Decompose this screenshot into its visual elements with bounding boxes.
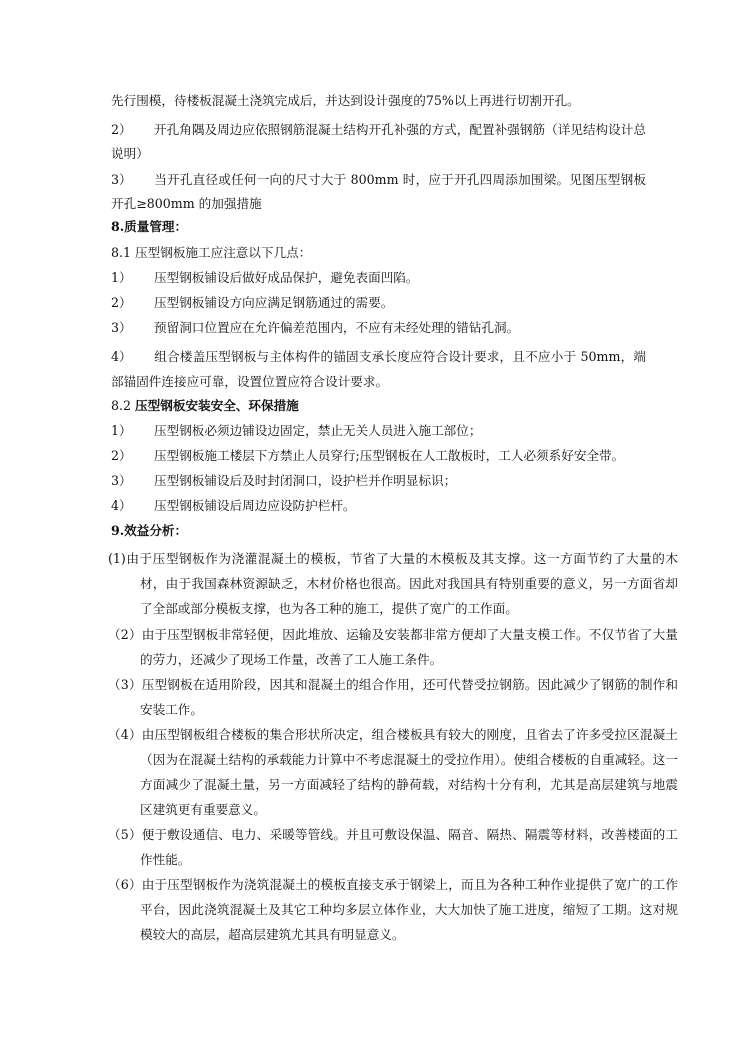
list-item-8-2-1 [111,422,646,440]
benefit-item-2: （2）由于压型钢板非常轻便，因此堆放、运输及安装都非常方便却了大量支模工作。不仅节省了大量的劳力，还减少了现场工作量，改善了工人施工条件。 [108,627,678,667]
benefit-item-4: （4）由压型钢板组合楼板的集合形状所决定，组合楼板具有较大的刚度，且省去了许多受拉区混凝土（因为在混凝土结构的承载能力计算中不考虑混凝土的受拉作用）。使组合楼板的自重减轻。这一方面减少了混凝土量，另一方面减轻了结构的静荷载，对结构十分有利，尤其是高层建筑与地震区建筑更有重要意义。 [108,727,678,817]
item-number: 2） [111,122,132,137]
list-item-8-1-4 [111,344,646,394]
item-number: 4） [111,498,132,513]
list-item-8-2-4 [111,497,646,515]
subsection-8-1-heading: 8.1 压型钢板施工应注意以下几点： [111,245,312,260]
text-line-1: 先行围模，待楼板混凝土浇筑完成后，并达到设计强度的75%以上再进行切割开孔。 [111,93,580,108]
paragraph-2-text: 开孔角隅及周边应依照钢筋混凝土结构开孔补强的方式，配置补强钢筋（详见结构设计总说明） [111,122,646,161]
item-number: 1） [111,423,132,438]
paragraph-3 [111,168,646,216]
section-9-heading: 9.效益分析： [111,523,188,538]
list-item-text: 压型钢板铺设后及时封闭洞口，设护栏并作明显标识； [154,473,457,488]
list-item-text: 压型钢板施工楼层下方禁止人员穿行;压型钢板在人工散板时，工人必须系好安全带。 [154,448,625,463]
paragraph-3-text: 当开孔直径或任何一向的尺寸大于 800mm 时，应于开孔四周添加围梁。见图压型钢板开孔≥800mm 的加强措施 [111,172,646,211]
list-item-text: 预留洞口位置应在允许偏差范围内，不应有未经处理的错钻孔洞。 [154,320,520,335]
benefit-item-6: （6）由于压型钢板作为浇筑混凝土的模板直接支承于钢梁上，而且为各种工种作业提供了宽广的工作平台，因此浇筑混凝土及其它工种均多层立体作业，大大加快了施工进度，缩短了工期。这对规模较大的高层，超高层建筑尤其具有明显意义。 [108,877,678,942]
item-number: 3） [111,473,132,488]
list-item-8-1-3 [111,319,646,337]
list-item-text: 压型钢板铺设后周边应设防护栏杆。 [154,498,356,513]
item-number: 2） [111,295,132,310]
list-item-8-1-1 [111,269,646,287]
list-item-text: 压型钢板铺设后做好成品保护，避免表面凹陷。 [154,270,419,285]
benefit-item-5: （5）便于敷设通信、电力、采暖等管线。并且可敷设保温、隔音、隔热、隔震等材料，改善楼面的工作性能。 [108,827,678,867]
benefit-item-1: (1)由于压型钢板作为浇灌混凝土的模板，节省了大量的木模板及其支撑。这一方面节约了大量的木材，由于我国森林资源缺乏，木材价格也很高。因此对我国具有特别重要的意义，另一方面省却了全部或部分模板支撑，也为各工种的施工，提供了宽广的工作面。 [108,551,678,616]
item-number: 2） [111,448,132,463]
item-number: 3） [111,320,132,335]
subsection-8-2-heading [111,397,646,415]
list-item-text: 压型钢板必须边铺设边固定，禁止无关人员进入施工部位； [154,423,482,438]
benefit-item-3: （3）压型钢板在适用阶段，因其和混凝土的组合作用，还可代替受拉钢筋。因此减少了钢筋的制作和安装工作。 [108,677,678,717]
item-number: 3） [111,172,132,187]
list-item-text: 压型钢板铺设方向应满足钢筋通过的需要。 [154,295,394,310]
list-item-8-2-3 [111,472,646,490]
item-number: 1） [111,270,132,285]
subsection-title: 压型钢板安装安全、环保措施 [135,398,299,413]
paragraph-2 [111,118,646,166]
list-item-text: 组合楼盖压型钢板与主体构件的锚固支承长度应符合设计要求，且不应小于 50mm，端部锚固件连接应可靠，设置位置应符合设计要求。 [111,349,646,389]
list-item-8-2-2 [111,447,646,465]
section-8-heading: 8.质量管理： [111,219,188,234]
subsection-number: 8.2 [111,398,136,413]
item-number: 4） [111,349,132,364]
list-item-8-1-2 [111,294,646,312]
